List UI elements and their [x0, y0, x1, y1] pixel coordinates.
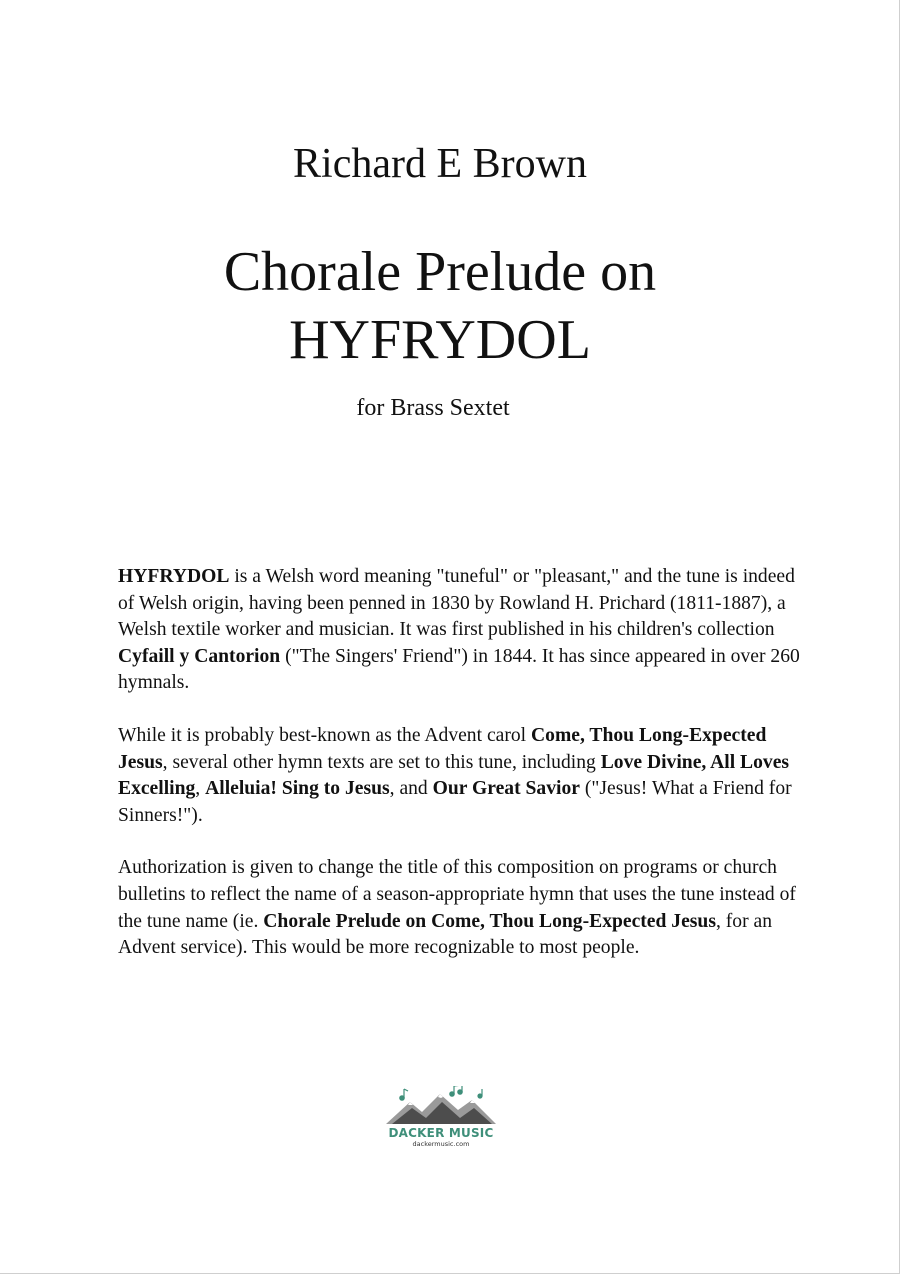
tune-name: HYFRYDOL: [118, 566, 230, 587]
title-line-1: Chorale Prelude on: [223, 241, 657, 303]
instrumentation-subtitle: for Brass Sextet: [356, 395, 510, 421]
paragraph-text: , several other hymn texts are set to this tune, including: [162, 751, 601, 773]
paragraph-hymn-texts: [118, 723, 808, 829]
publisher-url: dackermusic.com: [412, 1140, 470, 1148]
piece-title: [0, 238, 880, 374]
paragraph-text: ("The Singers' Friend") in 1844. It has since appeared in over 260 hymnals.: [118, 645, 800, 694]
paragraph-text: , for an Advent service). This would be more recognizable to most people.: [118, 910, 772, 959]
hymn-title: Love Divine, All Loves Excelling: [118, 751, 790, 800]
publisher-logo: [378, 1086, 504, 1148]
program-notes: [118, 564, 808, 988]
mountain-music-notes-icon: [382, 1086, 500, 1126]
title-line-2: HYFRYDOL: [289, 309, 591, 371]
publisher-name: DACKER MUSIC: [388, 1126, 494, 1140]
paragraph-text: ,: [195, 778, 206, 800]
paragraph-authorization: [118, 855, 808, 961]
composer-name: Richard E Brown: [293, 141, 587, 187]
collection-title: Cyfaill y Cantorion: [118, 645, 281, 667]
alternate-title: Chorale Prelude on Come, Thou Long-Expected Jesus: [263, 910, 716, 932]
hymn-title: Come, Thou Long-Expected Jesus: [118, 724, 767, 773]
paragraph-text: , and: [389, 778, 433, 800]
hymn-title: Alleluia! Sing to Jesus: [205, 778, 390, 800]
paragraph-text: is a Welsh word meaning "tuneful" or "pleasant," and the tune is indeed of Welsh origin, having been penned in 1830 by Rowland H. Prichard (1811-1887), a Welsh textile worker and musician. It was first published in his children's collection: [118, 566, 795, 641]
paragraph-origin: [118, 564, 808, 697]
hymn-title: Our Great Savior: [432, 778, 580, 800]
paragraph-text: ("Jesus! What a Friend for Sinners!").: [118, 778, 792, 826]
paragraph-text: While it is probably best-known as the Advent carol: [118, 724, 532, 746]
paragraph-text: Authorization is given to change the title of this composition on programs or church bulletins to reflect the name of a season-appropriate hymn that uses the tune instead of the tune name (ie.: [118, 857, 796, 932]
